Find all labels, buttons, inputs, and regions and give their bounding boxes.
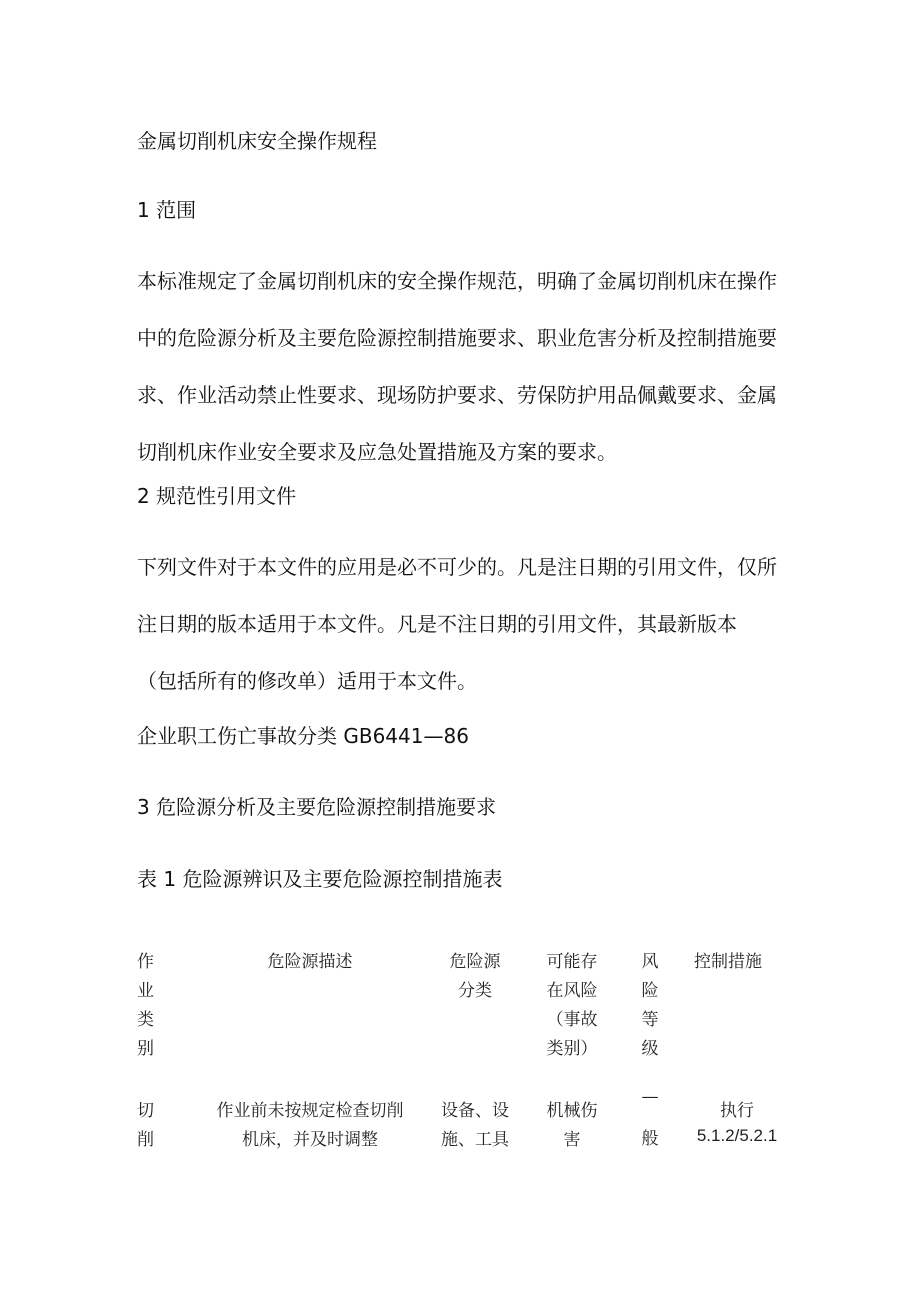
paragraph-line: 求、作业活动禁止性要求、现场防护要求、劳保防护用品佩戴要求、金属 (137, 383, 777, 407)
paragraph-line: 下列文件对于本文件的应用是必不可少的。凡是注日期的引用文件，仅所 (137, 555, 777, 579)
paragraph-line: 本标准规定了金属切削机床的安全操作规范，明确了金属切削机床在操作 (137, 269, 777, 293)
row1-hazard-class: 设备、设 施、工具 (441, 1101, 509, 1150)
header-possible-risk: 可能存 在风险 （事故 类别） (546, 952, 598, 1059)
paragraph-line: （包括所有的修改单）适用于本文件。 (137, 669, 477, 693)
row1-hazard-description: 作业前未按规定检查切削 机床，并及时调整 (216, 1101, 404, 1150)
section-3-heading: 3 危险源分析及主要危险源控制措施要求 (137, 795, 497, 819)
reference-standard: 企业职工伤亡事故分类 GB6441—86 (137, 724, 469, 748)
section-1-heading: 1 范围 (137, 198, 197, 222)
section-2-heading: 2 规范性引用文件 (137, 484, 297, 508)
section-1-paragraph (137, 267, 787, 466)
document-title: 金属切削机床安全操作规程 (137, 129, 377, 153)
row1-possible-risk: 机械伤 害 (546, 1101, 598, 1150)
row1-control-measures: 执行 5.1.2/5.2.1 (696, 1101, 778, 1145)
header-work-category: 作 业 类 别 (137, 952, 154, 1059)
header-hazard-class: 危险源 分类 (449, 952, 501, 1001)
section-2-paragraph (137, 553, 787, 695)
table-caption: 表 1 危险源辨识及主要危险源控制措施表 (137, 867, 503, 891)
row1-work-category: 切 削 (137, 1101, 154, 1150)
paragraph-line: 切削机床作业安全要求及应急处置措施及方案的要求。 (137, 440, 617, 464)
paragraph-line: 注日期的版本适用于本文件。凡是不注日期的引用文件，其最新版本 (137, 612, 737, 636)
paragraph-line: 中的危险源分析及主要危险源控制措施要求、职业危害分析及控制措施要 (137, 326, 777, 350)
header-control-measures: 控制措施 (694, 952, 762, 972)
header-hazard-description: 危险源描述 (267, 952, 353, 972)
header-risk-level: 风 险 等 级 (641, 952, 659, 1059)
row1-risk-level: — 般 (641, 1087, 659, 1149)
